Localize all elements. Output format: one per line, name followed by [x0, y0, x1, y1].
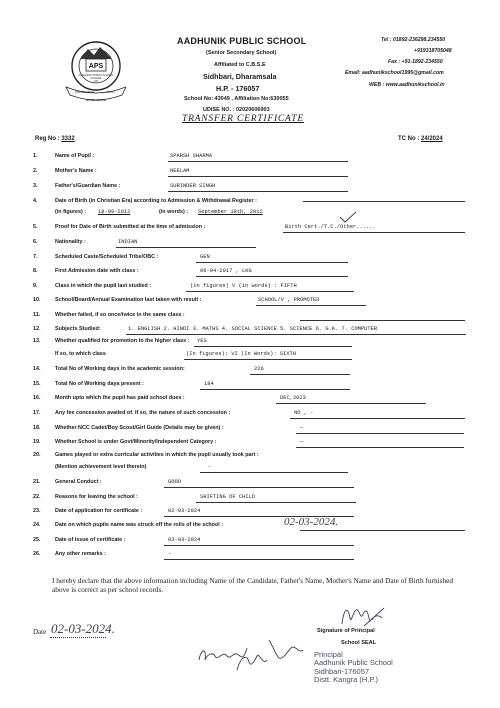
field-value: (in figures) V (in words) : FIFTH [190, 283, 297, 289]
affiliation: Affiliated to C.B.S.E [214, 62, 266, 68]
field-number: 3. [33, 183, 38, 189]
date-label: Date [33, 628, 47, 636]
mobile: +919318705048 [414, 48, 452, 54]
principal-stamp: Principal Aadhunik Public School Sidhbari-176057 Distt. Kangra (H.P.) [314, 650, 393, 684]
field-number: 15. [33, 381, 41, 387]
field-label: General Conduct : [55, 479, 102, 485]
field-label: Total No of Working daya present : [55, 381, 144, 387]
receiver-signature [197, 630, 309, 676]
field-label: Reasons for leaving the school : [55, 494, 138, 500]
field-number: 5. [33, 224, 38, 230]
field-label: Mother's Name : [55, 168, 97, 174]
field-label: Class in which the pupil last studied : [55, 283, 152, 289]
field-number: 12. [33, 326, 41, 332]
field-label: Games played or extra curricular activities in which the pupil usually took part : [55, 452, 259, 458]
field-label: Total No of Working days in the academic session: [55, 366, 185, 372]
field-label: Father's/Guardian Name : [55, 183, 121, 189]
field-value: SCHOOL/V , PROMOTED [258, 297, 320, 303]
fax: Fax : +91-1892-234550 [388, 59, 443, 65]
field-value: Birth Cert./T.C./Other...... [285, 224, 376, 230]
school-place: Sidhbari, Dharamsala [203, 72, 277, 81]
logo-monogram: APS [88, 63, 104, 70]
field-value: GOOD [168, 479, 181, 485]
field-value: SHIFTING OF CHILD [200, 494, 255, 500]
field-number: 19. [33, 439, 41, 445]
svg-text:AADHUNIK PUBLIC SCHOOL: AADHUNIK PUBLIC SCHOOL [78, 74, 114, 77]
field-label: Any fee concession availed of. If so, the nature of such concession : [55, 410, 231, 416]
field-number: 23. [33, 508, 41, 514]
field-label: Date of application for certificate : [55, 508, 143, 514]
udise-no: UDISE NO. : 02020606903 [203, 107, 270, 113]
field-value: GEN [200, 254, 210, 260]
email: Email: aadhunikschool1995@gmail.com [345, 70, 444, 76]
field-number: 18. [33, 425, 41, 431]
struck-off-date: 02-03-2024. [284, 516, 339, 528]
field-number: 7. [33, 254, 38, 260]
field-label: Date of Birth (in Christian Era) according to Admission & Withdrawal Register : [55, 198, 257, 204]
field-value: - [168, 551, 172, 557]
field-label: Whether School is under Govt/Minority/Independent Category : [55, 439, 217, 445]
school-logo [62, 37, 126, 107]
seal-label: School SEAL [341, 640, 377, 646]
website: WEB : www.aadhunikschool.in [369, 82, 445, 88]
field-value: NEELAM [170, 168, 190, 174]
field-value: 02-03-2024 [168, 508, 201, 514]
school-name: AADHUNIK PUBLIC SCHOOL [177, 36, 307, 46]
field-label: School/Board/Annual Examination last taken with result : [55, 297, 202, 303]
field-number: 14. [33, 366, 41, 372]
field-number: 11. [33, 312, 41, 318]
field-number: 4. [33, 198, 38, 204]
field-number: 10. [33, 297, 41, 303]
field-value: 06-04-2017 , LKG [200, 268, 252, 274]
check-mark-icon [339, 211, 357, 223]
field-number: 16. [33, 395, 41, 401]
field-value: SPARSH SHARMA [170, 153, 213, 159]
field-number: 6. [33, 239, 38, 245]
field-value: YES [197, 338, 207, 344]
tel: Tel : 01892-236298,234550 [381, 37, 446, 43]
field-number: 25. [33, 537, 41, 543]
field-label: Date of issue of certificate : [55, 537, 126, 543]
field-label: Name of Pupil : [55, 153, 95, 159]
field-value: — [300, 425, 304, 431]
field-value: DEC,2023 [280, 395, 306, 401]
field-number: 24. [33, 522, 41, 528]
field-label: Nationality : [55, 239, 86, 245]
field-number: 1. [33, 153, 38, 159]
field-number: 20. [33, 452, 41, 458]
field-label: Proof for Date of Birth submitted at the time of admission : [55, 224, 206, 230]
field-value: NO , - [294, 410, 314, 416]
field-value: 226 [254, 366, 264, 372]
field-label: Whether qualified for promotion to the higher class : [55, 338, 190, 344]
field-number: 26. [33, 551, 41, 557]
field-value: — [300, 439, 304, 445]
field-label: Whether failed, if so once/twice in the same class : [55, 312, 185, 318]
field-label: Month upto which the pupil has paid school dues : [55, 395, 185, 401]
field-label: Whether NCC Cadet/Boy Scout/Girl Guide (Details may be given) : [55, 425, 224, 431]
svg-text:H.P.: H.P. [93, 80, 99, 83]
date-value: 02-03-2024. [51, 621, 115, 636]
field-number: 17. [33, 410, 41, 416]
field-number: 2. [33, 168, 38, 174]
field-value: INDIAN [118, 239, 138, 245]
field-number: 13. [33, 338, 41, 344]
field-label: Date on which pupils name was struck off the rolls of the school : [55, 522, 224, 528]
declaration: I hereby declare that the above information including Name of the Candidate, Father's Name, Mother's Name and Date of Birth furnished above is correct as per school records. [52, 576, 453, 595]
svg-text:FAITH: FAITH [106, 90, 115, 94]
field-label: Any other remarks : [55, 551, 106, 557]
svg-text:EXCELLENCE: EXCELLENCE [86, 98, 106, 102]
field-number: 22. [33, 494, 41, 500]
school-no: School No: 43049 , Affiliation No:630055 [184, 96, 289, 102]
principal-signature [338, 604, 386, 630]
field-label: Scheduled Caste/Scheduled Tribe/OBC : [55, 254, 159, 260]
field-number: 21. [33, 479, 41, 485]
field-value: 1. ENGLISH 2. HINDI 3. MATHS 4. SOCIAL SCIENCE 5. SCIENCE 6. G.K. 7. COMPUTER [128, 326, 378, 332]
reg-no: Reg No : 3332 [35, 136, 75, 142]
svg-text:KNOWLEDGE: KNOWLEDGE [75, 90, 95, 94]
certificate-title: TRANSFER CERTIFICATE [182, 114, 304, 124]
field-number: 9. [33, 283, 38, 289]
field-value: 184 [204, 381, 214, 387]
field-value: SURINDER SINGH [170, 183, 216, 189]
field-label: Subjects Studied: [55, 326, 101, 332]
field-value: 03-03-2024 [168, 537, 201, 543]
signature-label: Signature of Principal [317, 628, 375, 634]
svg-text:KANGRA: KANGRA [90, 77, 102, 80]
tc-no: TC No : 24/2024 [398, 136, 443, 142]
field-number: 8. [33, 268, 38, 274]
school-level: (Senior Secondary School) [206, 50, 277, 56]
field-label: First Admission date with class : [55, 268, 139, 274]
school-pin: H.P. - 176057 [216, 84, 260, 93]
